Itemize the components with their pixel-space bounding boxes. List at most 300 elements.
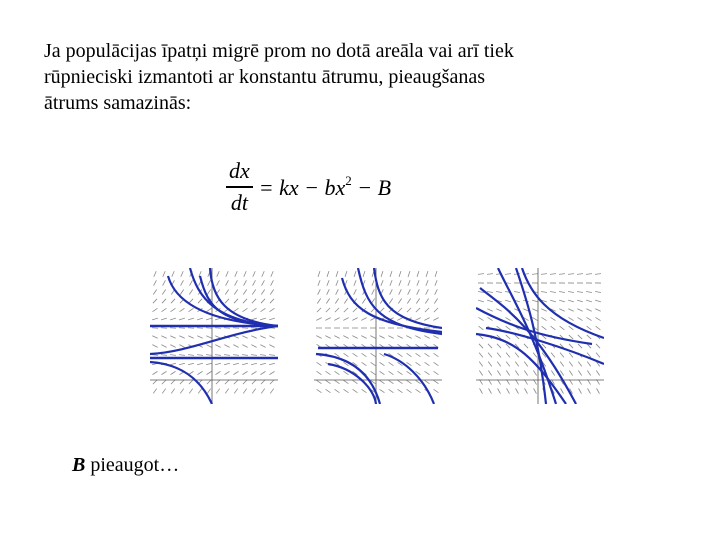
field-arrow bbox=[433, 336, 438, 339]
field-arrow bbox=[234, 290, 237, 295]
field-arrow bbox=[260, 345, 265, 348]
field-arrow bbox=[242, 336, 247, 339]
field-arrow bbox=[397, 336, 402, 339]
field-arrow bbox=[362, 299, 365, 304]
field-arrow bbox=[515, 370, 518, 375]
field-arrow bbox=[533, 353, 537, 358]
field-arrow bbox=[524, 362, 528, 367]
field-arrow bbox=[370, 318, 375, 321]
field-arrow bbox=[417, 289, 420, 294]
field-arrow bbox=[534, 388, 537, 393]
field-arrow bbox=[206, 318, 212, 320]
field-arrow bbox=[251, 328, 257, 329]
field-arrow bbox=[425, 299, 428, 304]
field-arrow bbox=[317, 362, 322, 365]
field-arrow bbox=[399, 271, 401, 277]
field-arrow bbox=[362, 389, 367, 392]
field-arrow bbox=[489, 388, 492, 393]
field-arrow bbox=[180, 308, 185, 311]
field-arrow bbox=[153, 299, 157, 303]
field-arrow bbox=[532, 317, 537, 320]
field-arrow bbox=[181, 280, 184, 285]
field-arrow bbox=[262, 271, 264, 276]
field-arrow bbox=[551, 353, 555, 358]
field-arrow bbox=[390, 280, 392, 286]
field-arrow bbox=[506, 326, 511, 330]
caption-symbol: B bbox=[72, 454, 86, 476]
field-arrow bbox=[398, 389, 403, 392]
field-arrow bbox=[208, 280, 211, 285]
field-arrow bbox=[179, 318, 185, 320]
field-arrow bbox=[560, 362, 564, 367]
field-arrow bbox=[197, 318, 203, 320]
field-arrow bbox=[479, 370, 482, 375]
field-arrow bbox=[198, 299, 202, 303]
field-arrow bbox=[577, 292, 583, 293]
field-arrow bbox=[353, 353, 358, 356]
field-arrow bbox=[497, 370, 500, 375]
field-arrow bbox=[206, 328, 212, 329]
field-arrow bbox=[488, 353, 492, 358]
field-arrow bbox=[560, 370, 563, 375]
field-arrow bbox=[596, 370, 599, 375]
field-arrow bbox=[215, 345, 220, 348]
field-arrow bbox=[179, 363, 185, 364]
field-arrow bbox=[506, 335, 510, 339]
field-arrow bbox=[170, 328, 176, 329]
field-arrow bbox=[389, 389, 394, 392]
field-arrow bbox=[242, 355, 248, 356]
field-arrow bbox=[407, 299, 410, 304]
field-arrow bbox=[397, 318, 402, 321]
field-arrow bbox=[434, 299, 437, 304]
field-arrow bbox=[487, 274, 493, 275]
field-arrow bbox=[251, 345, 256, 348]
field-arrow bbox=[270, 308, 275, 311]
field-arrow bbox=[161, 345, 166, 348]
field-arrow bbox=[215, 328, 221, 329]
field-arrow bbox=[426, 289, 429, 294]
field-arrow bbox=[198, 389, 201, 394]
field-arrow bbox=[270, 299, 274, 303]
body-paragraph bbox=[44, 38, 684, 116]
field-arrow bbox=[170, 363, 176, 364]
field-arrow bbox=[424, 336, 429, 339]
field-arrow bbox=[408, 289, 411, 294]
field-arrow bbox=[417, 271, 419, 277]
field-arrow bbox=[516, 388, 519, 393]
field-arrow bbox=[569, 344, 573, 348]
field-arrow bbox=[515, 353, 519, 358]
field-arrow bbox=[363, 271, 365, 277]
field-arrow bbox=[224, 345, 229, 348]
paragraph-line-2: rūpnieciski izmantoti ar konstantu ātrumu, pieaugšanas bbox=[44, 66, 485, 88]
solution-curve bbox=[486, 328, 604, 364]
field-arrow bbox=[344, 299, 347, 304]
field-arrow bbox=[244, 280, 247, 285]
field-arrow bbox=[316, 336, 321, 339]
solution-curve bbox=[328, 364, 376, 404]
field-arrow bbox=[318, 280, 320, 286]
field-arrow bbox=[336, 271, 338, 277]
field-arrow bbox=[426, 271, 428, 277]
field-arrow bbox=[252, 389, 255, 394]
field-arrow bbox=[215, 318, 221, 320]
field-arrow bbox=[234, 380, 238, 384]
field-arrow bbox=[379, 336, 384, 339]
field-arrow bbox=[224, 328, 230, 329]
field-arrow bbox=[252, 308, 257, 311]
field-arrow bbox=[389, 380, 394, 383]
field-arrow bbox=[317, 299, 320, 304]
field-arrow bbox=[179, 336, 184, 339]
field-arrow bbox=[261, 380, 265, 384]
field-arrow bbox=[434, 308, 438, 312]
field-arrow bbox=[568, 309, 573, 312]
field-arrow bbox=[163, 271, 165, 276]
paragraph-line-1: Ja populācijas īpatņi migrē prom no dotā areāla vai arī tiek bbox=[44, 40, 514, 62]
field-arrow bbox=[152, 328, 158, 329]
field-arrow bbox=[252, 380, 256, 384]
rhs-part-b: − B bbox=[351, 174, 392, 200]
field-arrow bbox=[505, 317, 510, 320]
field-arrow bbox=[488, 344, 492, 348]
field-arrow bbox=[154, 271, 156, 276]
field-arrow bbox=[316, 318, 321, 321]
field-arrow bbox=[577, 309, 582, 312]
field-arrow bbox=[560, 353, 564, 358]
field-arrow bbox=[172, 271, 174, 276]
field-arrow bbox=[224, 363, 230, 364]
field-arrow bbox=[416, 362, 421, 365]
field-arrow bbox=[389, 299, 392, 304]
field-arrow bbox=[226, 271, 228, 276]
field-arrow bbox=[478, 300, 484, 302]
field-arrow bbox=[217, 280, 220, 285]
field-arrow bbox=[235, 271, 237, 276]
field-arrow bbox=[479, 326, 484, 330]
field-arrow bbox=[407, 308, 411, 312]
field-arrow bbox=[354, 280, 356, 286]
field-arrow bbox=[188, 318, 194, 320]
field-arrow bbox=[524, 370, 527, 375]
field-arrow bbox=[234, 308, 239, 311]
field-arrow bbox=[506, 362, 510, 367]
field-arrow bbox=[399, 289, 402, 294]
field-arrow bbox=[416, 299, 419, 304]
field-arrow bbox=[577, 274, 583, 275]
field-arrow bbox=[532, 300, 538, 302]
field-arrow bbox=[180, 290, 183, 295]
field-arrow bbox=[596, 353, 600, 358]
field-arrow bbox=[252, 290, 255, 295]
field-arrow bbox=[152, 371, 157, 374]
field-arrow bbox=[334, 318, 339, 321]
field-arrow bbox=[261, 389, 264, 394]
caption bbox=[72, 454, 179, 477]
field-arrow bbox=[353, 308, 357, 312]
field-arrow bbox=[335, 380, 340, 383]
field-arrow bbox=[407, 380, 412, 383]
field-arrow bbox=[362, 353, 367, 356]
field-arrow bbox=[197, 363, 203, 364]
field-arrow bbox=[251, 355, 257, 356]
field-arrow bbox=[271, 280, 274, 285]
field-arrow bbox=[352, 318, 357, 321]
field-arrow bbox=[271, 271, 273, 276]
field-arrow bbox=[569, 370, 572, 375]
field-arrow bbox=[181, 271, 183, 276]
field-arrow bbox=[415, 336, 420, 339]
field-arrow bbox=[171, 299, 175, 303]
field-arrow bbox=[487, 292, 493, 293]
field-arrow bbox=[152, 345, 157, 348]
field-arrow bbox=[344, 389, 349, 392]
equation-right-side bbox=[259, 173, 391, 201]
field-arrow bbox=[215, 371, 220, 374]
field-arrow bbox=[343, 318, 348, 321]
field-arrow bbox=[595, 317, 600, 320]
field-arrow bbox=[242, 371, 247, 374]
field-arrow bbox=[354, 289, 357, 294]
field-arrow bbox=[586, 317, 591, 320]
field-arrow bbox=[170, 336, 175, 339]
field-arrow bbox=[260, 371, 265, 374]
field-arrow bbox=[578, 335, 582, 339]
field-arrow bbox=[487, 300, 493, 302]
field-arrow bbox=[206, 363, 212, 364]
field-arrow bbox=[532, 274, 538, 275]
field-arrow bbox=[335, 308, 339, 312]
field-arrow bbox=[216, 389, 219, 394]
field-arrow bbox=[398, 371, 403, 374]
field-arrow bbox=[380, 371, 385, 374]
field-arrow bbox=[541, 317, 546, 320]
field-arrow bbox=[505, 274, 511, 275]
field-arrow bbox=[532, 309, 537, 312]
field-arrow bbox=[180, 389, 183, 394]
field-arrow bbox=[335, 299, 338, 304]
field-arrow bbox=[317, 371, 322, 374]
field-arrow bbox=[188, 336, 193, 339]
field-arrow bbox=[398, 308, 402, 312]
field-arrow bbox=[197, 355, 203, 356]
field-arrow bbox=[372, 289, 375, 294]
field-arrow bbox=[479, 362, 483, 367]
field-arrow bbox=[336, 289, 339, 294]
field-arrow bbox=[260, 363, 266, 364]
field-arrow bbox=[233, 371, 238, 374]
field-arrow bbox=[407, 353, 412, 356]
field-arrow bbox=[353, 389, 358, 392]
solution-curve bbox=[342, 278, 442, 332]
field-arrow bbox=[243, 299, 247, 303]
field-arrow bbox=[433, 318, 438, 321]
field-arrow bbox=[162, 299, 166, 303]
field-arrow bbox=[170, 318, 176, 320]
field-arrow bbox=[487, 317, 492, 320]
field-arrow bbox=[261, 299, 265, 303]
field-arrow bbox=[497, 344, 501, 348]
field-arrow bbox=[188, 355, 194, 356]
field-arrow bbox=[317, 308, 321, 312]
field-arrow bbox=[390, 271, 392, 277]
field-arrow bbox=[497, 353, 501, 358]
field-arrow bbox=[251, 318, 257, 320]
field-arrow bbox=[189, 290, 192, 295]
field-arrow bbox=[595, 292, 601, 293]
field-arrow bbox=[269, 363, 275, 364]
field-arrow bbox=[207, 380, 211, 384]
field-arrow bbox=[434, 362, 439, 365]
field-arrow bbox=[398, 299, 401, 304]
field-arrow bbox=[408, 271, 410, 277]
field-arrow bbox=[242, 328, 248, 329]
solution-curve bbox=[316, 354, 380, 404]
fraction-denominator: dt bbox=[230, 189, 248, 215]
field-arrow bbox=[407, 371, 412, 374]
field-arrow bbox=[327, 289, 330, 294]
field-arrow bbox=[260, 336, 265, 339]
field-arrow bbox=[479, 353, 483, 358]
field-arrow bbox=[559, 300, 565, 302]
field-arrow bbox=[326, 299, 329, 304]
field-arrow bbox=[398, 353, 403, 356]
field-arrow bbox=[426, 280, 428, 286]
field-arrow bbox=[243, 308, 248, 311]
field-arrow bbox=[514, 292, 520, 293]
field-arrow bbox=[380, 308, 384, 312]
field-arrow bbox=[551, 326, 556, 330]
field-arrow bbox=[568, 300, 574, 302]
field-arrow bbox=[497, 362, 501, 367]
field-arrow bbox=[171, 389, 174, 394]
field-arrow bbox=[569, 362, 573, 367]
field-arrow bbox=[588, 388, 591, 393]
field-arrow bbox=[479, 344, 483, 348]
field-arrow bbox=[525, 388, 528, 393]
field-arrow bbox=[498, 388, 501, 393]
field-arrow bbox=[261, 290, 264, 295]
field-arrow bbox=[505, 300, 511, 302]
field-arrow bbox=[578, 370, 581, 375]
solution-curve bbox=[384, 354, 434, 404]
field-arrow bbox=[586, 309, 591, 312]
field-arrow bbox=[233, 363, 239, 364]
fraction-numerator: dx bbox=[229, 158, 250, 183]
field-arrow bbox=[243, 290, 246, 295]
field-arrow bbox=[161, 318, 167, 320]
field-arrow bbox=[180, 380, 184, 384]
field-arrow bbox=[551, 370, 554, 375]
differential-equation bbox=[226, 158, 391, 216]
field-arrow bbox=[260, 355, 266, 356]
field-arrow bbox=[170, 345, 175, 348]
field-arrow bbox=[216, 380, 220, 384]
field-arrow bbox=[170, 355, 176, 356]
field-arrow bbox=[380, 380, 385, 383]
field-arrow bbox=[162, 380, 166, 384]
field-arrow bbox=[596, 344, 600, 348]
field-arrow bbox=[496, 309, 501, 312]
slope-field-plot-3 bbox=[476, 268, 604, 404]
field-arrow bbox=[171, 308, 176, 311]
field-arrow bbox=[435, 280, 437, 286]
field-arrow bbox=[587, 335, 591, 339]
field-arrow bbox=[206, 345, 211, 348]
field-arrow bbox=[270, 290, 273, 295]
field-arrow bbox=[207, 389, 210, 394]
solution-curve bbox=[150, 326, 278, 354]
field-arrow bbox=[371, 362, 376, 365]
field-arrow bbox=[344, 308, 348, 312]
field-arrow bbox=[417, 280, 419, 286]
field-arrow bbox=[233, 345, 238, 348]
field-arrow bbox=[434, 371, 439, 374]
field-arrow bbox=[434, 353, 439, 356]
field-arrow bbox=[596, 326, 601, 330]
field-arrow bbox=[541, 274, 547, 275]
field-arrow bbox=[327, 280, 329, 286]
field-arrow bbox=[578, 344, 582, 348]
field-arrow bbox=[207, 290, 210, 295]
field-arrow bbox=[233, 355, 239, 356]
field-arrow bbox=[488, 362, 492, 367]
field-arrow bbox=[336, 280, 338, 286]
field-arrow bbox=[217, 271, 219, 276]
field-arrow bbox=[541, 309, 546, 312]
field-arrow bbox=[380, 389, 385, 392]
field-arrow bbox=[189, 308, 194, 311]
field-arrow bbox=[207, 308, 212, 311]
field-arrow bbox=[569, 326, 574, 330]
field-arrow bbox=[233, 328, 239, 329]
field-arrow bbox=[434, 380, 439, 383]
field-arrow bbox=[325, 318, 330, 321]
field-arrow bbox=[399, 280, 401, 286]
field-arrow bbox=[550, 317, 555, 320]
field-arrow bbox=[587, 326, 592, 330]
field-arrow bbox=[541, 292, 547, 293]
field-arrow bbox=[435, 289, 438, 294]
field-arrow bbox=[595, 274, 601, 275]
field-arrow bbox=[577, 317, 582, 320]
field-arrow bbox=[251, 363, 257, 364]
field-arrow bbox=[161, 355, 167, 356]
field-arrow bbox=[206, 336, 211, 339]
field-arrow bbox=[487, 309, 492, 312]
field-arrow bbox=[353, 380, 358, 383]
field-arrow bbox=[152, 318, 158, 320]
field-arrow bbox=[179, 355, 185, 356]
field-arrow bbox=[568, 317, 573, 320]
field-arrow bbox=[189, 389, 192, 394]
field-arrow bbox=[190, 280, 193, 285]
field-arrow bbox=[381, 280, 383, 286]
field-arrow bbox=[524, 344, 528, 348]
field-arrow bbox=[334, 336, 339, 339]
field-arrow bbox=[242, 345, 247, 348]
field-arrow bbox=[533, 370, 536, 375]
field-arrow bbox=[586, 292, 592, 293]
field-arrow bbox=[189, 299, 193, 303]
paragraph-line-3: ātrums samazinās: bbox=[44, 92, 192, 114]
field-arrow bbox=[326, 308, 330, 312]
field-arrow bbox=[578, 362, 582, 367]
field-arrow bbox=[569, 353, 573, 358]
field-arrow bbox=[179, 328, 185, 329]
field-arrow bbox=[234, 299, 238, 303]
